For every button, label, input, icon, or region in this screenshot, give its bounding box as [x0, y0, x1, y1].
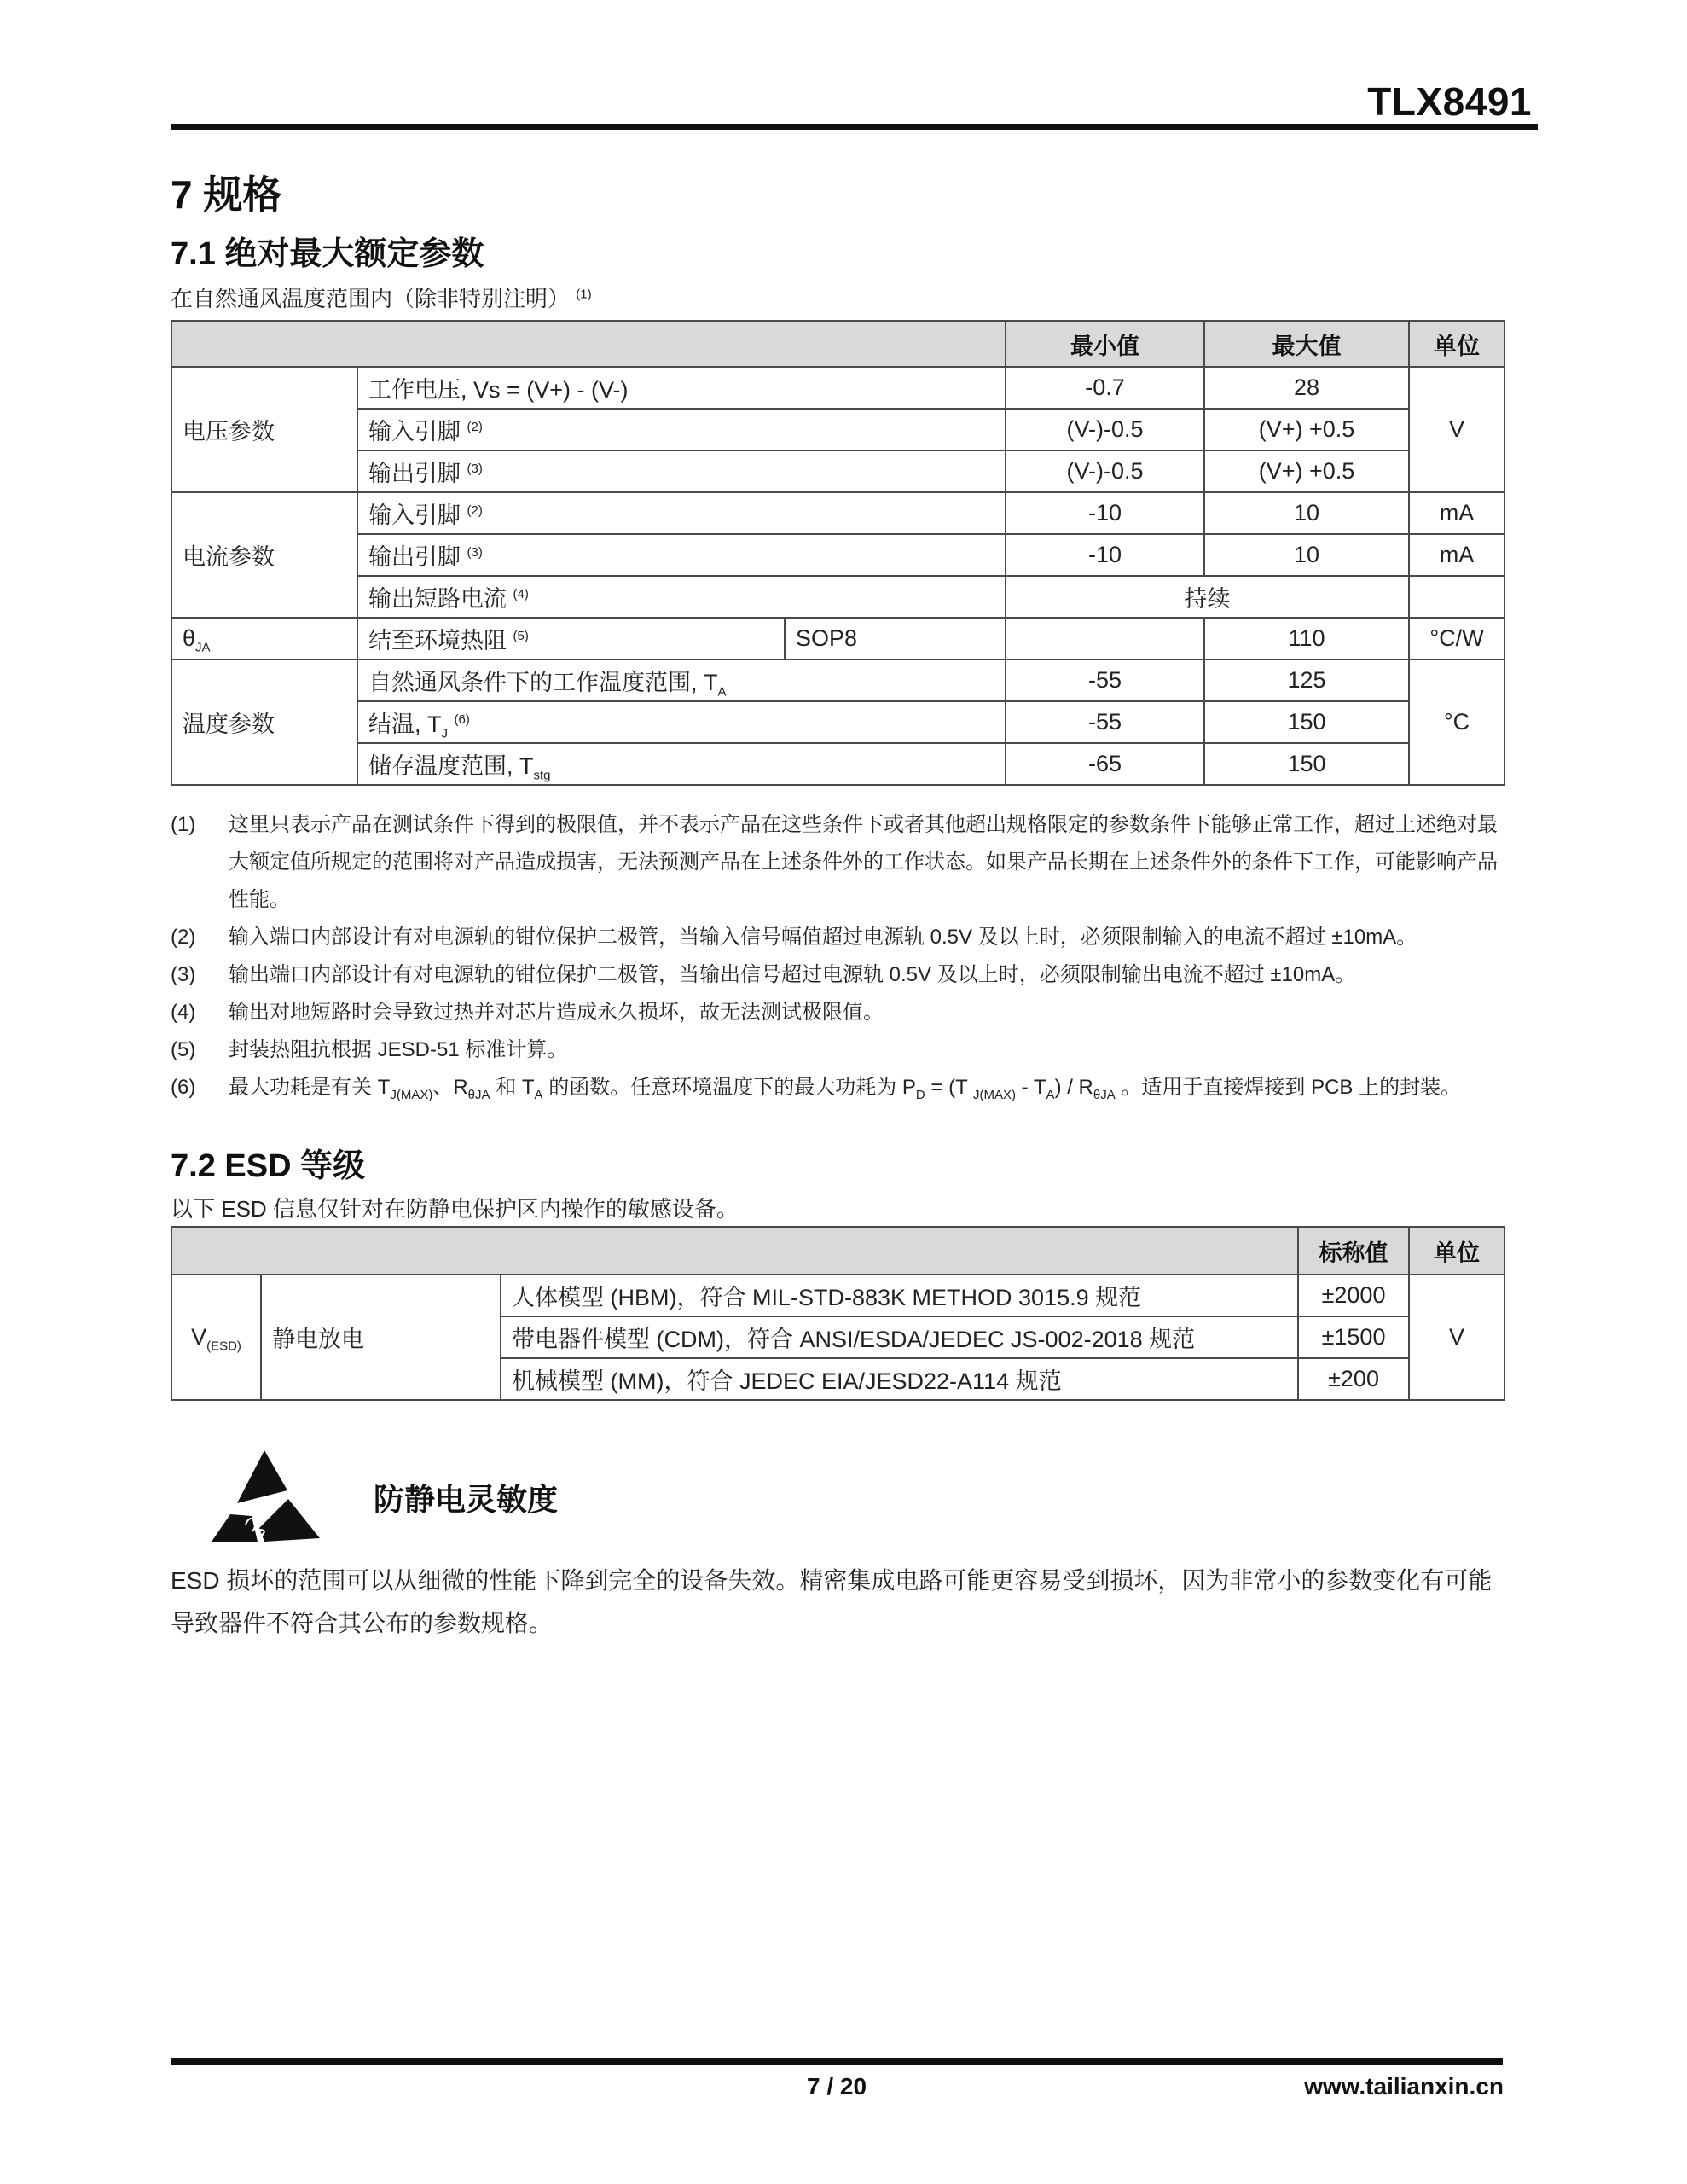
group-temperature: 温度参数 — [171, 659, 357, 785]
footnotes — [171, 806, 1510, 1107]
unit-cell: mA — [1409, 492, 1504, 534]
max-cell: 150 — [1204, 743, 1409, 785]
span-value-cell: 持续 — [1006, 576, 1409, 618]
table-row — [171, 701, 1504, 743]
footnote-text: 输入端口内部设计有对电源轨的钳位保护二极管，当输入信号幅值超过电源轨 0.5V 及以上时，必须限制输入的电流不超过 ±10mA。 — [229, 926, 1417, 949]
footnote-6 — [171, 1069, 1510, 1107]
table-row — [171, 743, 1504, 785]
footnote-3 — [171, 956, 1510, 994]
footnote-number: (1) — [171, 813, 196, 836]
table-row — [171, 659, 1504, 701]
table-row — [171, 450, 1504, 492]
min-cell: (V-)-0.5 — [1006, 450, 1204, 492]
header-nominal: 标称值 — [1298, 1227, 1409, 1275]
max-cell: (V+) +0.5 — [1204, 450, 1409, 492]
group-current: 电流参数 — [171, 492, 357, 618]
header-min: 最小值 — [1006, 321, 1204, 367]
min-cell: -65 — [1006, 743, 1204, 785]
abs-max-intro — [171, 282, 592, 313]
model-cell: 人体模型 (HBM)，符合 MIL-STD-883K METHOD 3015.9 规范 — [501, 1275, 1298, 1316]
esd-symbol: $V_{(ESD)}$ — [171, 1275, 261, 1400]
unit-cell-voltage: V — [1409, 367, 1504, 492]
value-cell: ±2000 — [1298, 1275, 1409, 1316]
min-cell: -10 — [1006, 534, 1204, 576]
package-cell: SOP8 — [785, 618, 1006, 659]
unit-cell: mA — [1409, 534, 1504, 576]
table-row — [171, 576, 1504, 618]
unit-cell-empty — [1409, 576, 1504, 618]
footnote-text: 封装热阻抗根据 JESD-51 标准计算。 — [229, 1038, 568, 1061]
group-voltage: 电压参数 — [171, 367, 357, 492]
param-cell: 自然通风条件下的工作温度范围, $T_A$ — [357, 659, 1006, 701]
group-theta-ja: $\theta_{JA}$ — [171, 618, 357, 659]
abs-max-intro-text: 在自然通风温度范围内（除非特别注明） — [171, 286, 571, 311]
footnote-number: (6) — [171, 1076, 196, 1099]
min-cell: -55 — [1006, 659, 1204, 701]
footnote-4 — [171, 994, 1510, 1031]
min-cell — [1006, 618, 1204, 659]
table-header-row — [171, 1227, 1504, 1275]
header-unit: 单位 — [1409, 1227, 1504, 1275]
esd-group: 静电放电 — [261, 1275, 501, 1400]
header-max: 最大值 — [1204, 321, 1409, 367]
unit-cell: V — [1409, 1275, 1504, 1400]
header-blank — [171, 1227, 1298, 1275]
footnote-number: (4) — [171, 1001, 196, 1024]
max-cell: 125 — [1204, 659, 1409, 701]
footer-rule — [171, 2058, 1503, 2065]
param-cell: 输出短路电流 $^{(4)}$ — [357, 576, 1006, 618]
table-header-row — [171, 321, 1504, 367]
table-row — [171, 367, 1504, 409]
footnote-text: 输出对地短路时会导致过热并对芯片造成永久损坏，故无法测试极限值。 — [229, 1001, 884, 1024]
footnote-1 — [171, 806, 1510, 919]
footnote-text: 这里只表示产品在测试条件下得到的极限值，并不表示产品在这些条件下或者其他超出规格限定的参数条件下能够正常工作，超过上述绝对最大额定值所规定的范围将对产品造成损害，无法预测产品在上述条件外的工作状态。如果产品长期在上述条件外的条件下工作，可能影响产品性能。 — [229, 813, 1498, 911]
footnote-text: 最大功耗是有关 $T_{J(MAX)}$、$R_{\theta JA}$ 和 $T_A$ 的函数。任意环境温度下的最大功耗为 $P_D = (T$ $_{J(MAX)} - T_A) / R_{\theta JA}$ 。适用于直接焊接到 PCB 上的封装。 — [229, 1076, 1462, 1102]
esd-warning-icon — [205, 1446, 328, 1542]
esd-intro: 以下 ESD 信息仅针对在防静电保护区内操作的敏感设备。 — [171, 1196, 739, 1222]
value-cell: ±200 — [1298, 1358, 1409, 1400]
footnote-number: (5) — [171, 1038, 196, 1061]
min-cell: (V-)-0.5 — [1006, 409, 1204, 450]
esd-ratings-table — [171, 1226, 1505, 1401]
param-cell: 输出引脚 $^{(3)}$ — [357, 450, 1006, 492]
param-cell: 输入引脚 $^{(2)}$ — [357, 409, 1006, 450]
esd-caution-text: ESD 损坏的范围可以从细微的性能下降到完全的设备失效。精密集成电路可能更容易受到损坏，因为非常小的参数变化有可能导致器件不符合其公布的参数规格。 — [171, 1567, 1493, 1636]
esd-caution-title: 防静电灵敏度 — [374, 1482, 559, 1517]
table-row — [171, 618, 1504, 659]
footnote-5 — [171, 1031, 1510, 1069]
value-cell: ±1500 — [1298, 1316, 1409, 1358]
max-cell: 10 — [1204, 492, 1409, 534]
footnote-text: 输出端口内部设计有对电源轨的钳位保护二极管，当输出信号超过电源轨 0.5V 及以上时，必须限制输出电流不超过 ±10mA。 — [229, 963, 1356, 986]
page-number: 7 / 20 — [807, 2073, 867, 2100]
table-row — [171, 534, 1504, 576]
param-cell: 输入引脚 $^{(2)}$ — [357, 492, 1006, 534]
header-blank — [171, 321, 1006, 367]
model-cell: 带电器件模型 (CDM)，符合 ANSI/ESDA/JEDEC JS-002-2018 规范 — [501, 1316, 1298, 1358]
subsection-title-esd: 7.2 ESD 等级 — [171, 1148, 366, 1184]
min-cell: -55 — [1006, 701, 1204, 743]
footnote-number: (2) — [171, 926, 196, 949]
website-link[interactable]: www.tailianxin.cn — [1304, 2073, 1504, 2100]
param-cell: 输出引脚 $^{(3)}$ — [357, 534, 1006, 576]
max-cell: 10 — [1204, 534, 1409, 576]
footnote-2 — [171, 919, 1510, 956]
footnote-ref: (1) — [576, 287, 592, 302]
min-cell: -0.7 — [1006, 367, 1204, 409]
subsection-title-abs-max: 7.1 绝对最大额定参数 — [171, 236, 484, 272]
abs-max-ratings-table — [171, 320, 1505, 786]
document-part-number: TLX8491 — [1367, 79, 1532, 124]
header-unit: 单位 — [1409, 321, 1504, 367]
max-cell: (V+) +0.5 — [1204, 409, 1409, 450]
table-row — [171, 492, 1504, 534]
max-cell: 28 — [1204, 367, 1409, 409]
param-cell: 结至环境热阻 $^{(5)}$ — [357, 618, 785, 659]
max-cell: 110 — [1204, 618, 1409, 659]
header-rule — [171, 124, 1538, 130]
param-cell: 储存温度范围, $T_{stg}$ — [357, 743, 1006, 785]
model-cell: 机械模型 (MM)，符合 JEDEC EIA/JESD22-A114 规范 — [501, 1358, 1298, 1400]
param-cell: 结温, $T_J$ $^{(6)}$ — [357, 701, 1006, 743]
table-row — [171, 409, 1504, 450]
max-cell: 150 — [1204, 701, 1409, 743]
footnote-number: (3) — [171, 963, 196, 986]
unit-cell-temperature: °C — [1409, 659, 1504, 785]
min-cell: -10 — [1006, 492, 1204, 534]
table-row — [171, 1275, 1504, 1316]
param-cell: 工作电压, Vs = (V+) - (V-) — [357, 367, 1006, 409]
section-title: 7 规格 — [171, 172, 282, 217]
unit-cell: °C/W — [1409, 618, 1504, 659]
